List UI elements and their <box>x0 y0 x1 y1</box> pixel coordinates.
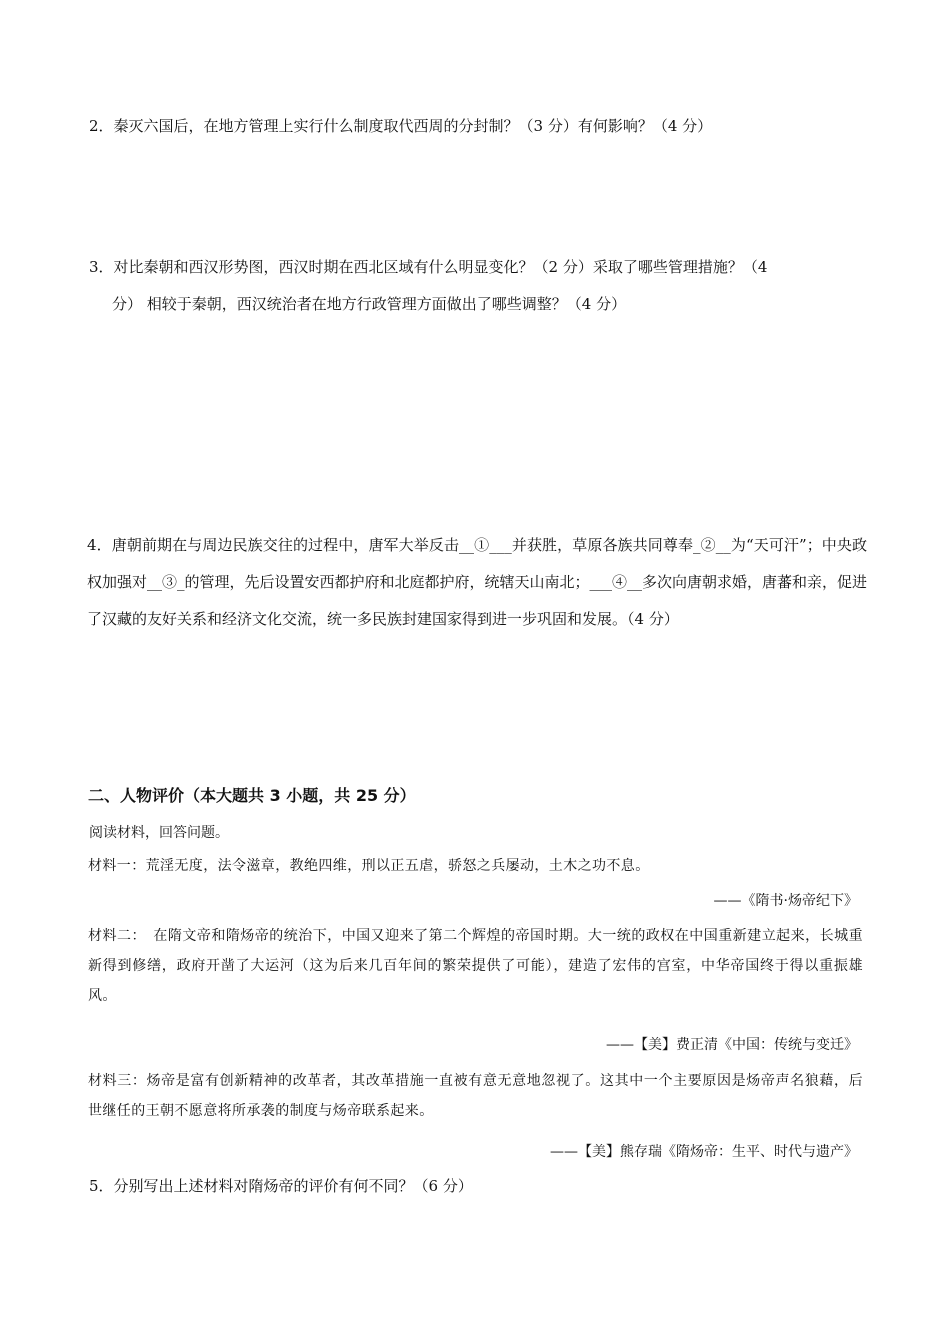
section-2-instruction: 阅读材料，回答问题。 <box>89 825 229 841</box>
material-2-source: ——【美】费正清《中国：传统与变迁》 <box>606 1037 858 1053</box>
section-2-heading: 二、人物评价（本大题共 3 小题，共 25 分） <box>88 786 416 805</box>
material-3-source: ——【美】熊存瑞《隋炀帝：生平、时代与遗产》 <box>550 1144 858 1160</box>
question-4: 4．唐朝前期在与周边民族交往的过程中，唐军大举反击__①___并获胜，草原各族共同尊奉_②__为“天可汗”；中央政权加强对__③_的管理，先后设置安西都护府和北庭都护府，统辖天山南北；___④__多次向唐朝求婚，唐蕃和亲，促进了汉藏的友好关系和经济文化交流，统一多民族封建国家得到进一步巩固和发展。（4 分） <box>87 536 868 628</box>
material-1: 材料一：荒淫无度，法令滋章，教绝四维，刑以正五虐，骄怒之兵屡动，土木之功不息。 <box>88 858 650 874</box>
material-2: 材料二： 在隋文帝和隋炀帝的统治下，中国又迎来了第二个辉煌的帝国时期。大一统的政权在中国重新建立起来，长城重新得到修缮，政府开凿了大运河（这为后来几百年间的繁荣提供了可能），建造了宏伟的宫室，中华帝国终于得以重振雄风。 <box>88 928 863 1004</box>
question-2: 2．秦灭六国后，在地方管理上实行什么制度取代西周的分封制？（3 分）有何影响？（4 分） <box>89 117 713 135</box>
question-5: 5．分别写出上述材料对隋炀帝的评价有何不同？（6 分） <box>89 1177 473 1195</box>
material-1-source: ——《隋书·炀帝纪下》 <box>713 893 858 909</box>
question-3-line-2: 分） 相较于秦朝，西汉统治者在地方行政管理方面做出了哪些调整？（4 分） <box>112 295 627 313</box>
material-3: 材料三：炀帝是富有创新精神的改革者，其改革措施一直被有意无意地忽视了。这其中一个主要原因是炀帝声名狼藉，后世继任的王朝不愿意将所承袭的制度与炀帝联系起来。 <box>88 1073 863 1119</box>
question-3-line-1: 3．对比秦朝和西汉形势图，西汉时期在西北区域有什么明显变化？（2 分）采取了哪些管理措施？（4 <box>89 258 768 276</box>
